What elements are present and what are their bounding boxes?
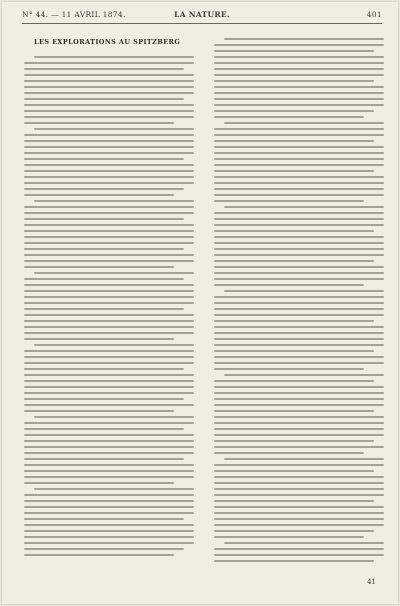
text-line xyxy=(214,548,384,550)
text-line xyxy=(214,434,384,436)
text-line xyxy=(214,296,384,298)
text-line xyxy=(224,206,384,208)
text-line xyxy=(24,368,184,370)
text-line xyxy=(214,56,384,58)
text-line xyxy=(24,332,194,334)
text-line xyxy=(214,278,384,280)
text-line xyxy=(24,404,194,406)
text-line xyxy=(214,68,384,70)
text-line xyxy=(214,128,384,130)
journal-page xyxy=(2,2,398,604)
text-line xyxy=(214,50,374,52)
left-column xyxy=(24,38,194,560)
text-line xyxy=(214,80,374,82)
text-line xyxy=(24,338,174,340)
text-line xyxy=(24,350,194,352)
text-line xyxy=(34,488,194,490)
text-line xyxy=(214,512,384,514)
text-line xyxy=(214,362,384,364)
text-line xyxy=(24,122,174,124)
text-line xyxy=(214,158,384,160)
text-line xyxy=(24,170,194,172)
text-line xyxy=(214,146,384,148)
text-line xyxy=(214,440,374,442)
text-line xyxy=(214,482,384,484)
text-line xyxy=(24,506,194,508)
text-line xyxy=(214,326,384,328)
text-line xyxy=(24,554,174,556)
text-line xyxy=(214,230,374,232)
text-line xyxy=(214,62,384,64)
text-line xyxy=(214,320,374,322)
text-line xyxy=(214,422,384,424)
text-line xyxy=(214,500,374,502)
text-line xyxy=(24,62,194,64)
text-line xyxy=(24,80,194,82)
text-line xyxy=(34,344,194,346)
text-line xyxy=(24,296,194,298)
text-line xyxy=(214,104,384,106)
text-line xyxy=(214,524,384,526)
text-line xyxy=(24,176,194,178)
text-line xyxy=(24,524,194,526)
text-line xyxy=(214,92,384,94)
text-line xyxy=(24,326,194,328)
header-rule xyxy=(22,23,382,24)
text-line xyxy=(24,248,184,250)
text-line xyxy=(214,44,384,46)
text-line xyxy=(24,542,194,544)
text-line xyxy=(24,392,194,394)
text-line xyxy=(24,434,194,436)
text-line xyxy=(214,554,384,556)
text-line xyxy=(24,320,194,322)
text-line xyxy=(214,182,384,184)
text-line xyxy=(214,194,384,196)
text-line xyxy=(214,470,374,472)
text-line xyxy=(214,212,384,214)
text-line xyxy=(224,122,384,124)
text-line xyxy=(24,278,184,280)
text-line xyxy=(214,86,384,88)
text-line xyxy=(214,302,384,304)
text-line xyxy=(24,494,194,496)
text-line xyxy=(24,314,194,316)
text-line xyxy=(214,314,384,316)
text-line xyxy=(24,158,184,160)
text-line xyxy=(24,386,194,388)
text-line xyxy=(214,332,384,334)
text-line xyxy=(214,272,384,274)
text-line xyxy=(214,380,374,382)
text-line xyxy=(24,500,194,502)
text-line xyxy=(24,518,184,520)
text-line xyxy=(214,116,364,118)
text-line xyxy=(214,140,374,142)
text-line xyxy=(214,338,384,340)
text-line xyxy=(214,248,384,250)
text-line xyxy=(24,230,194,232)
issue-date: N° 44. — 11 AVRIL 1874. xyxy=(22,10,126,19)
text-line xyxy=(24,440,194,442)
text-line xyxy=(214,506,384,508)
text-line xyxy=(214,266,384,268)
text-line xyxy=(214,452,364,454)
text-line xyxy=(24,452,194,454)
text-line xyxy=(224,374,384,376)
text-line xyxy=(24,146,194,148)
text-line xyxy=(224,290,384,292)
text-line xyxy=(24,476,194,478)
text-line xyxy=(214,368,364,370)
text-line xyxy=(214,98,384,100)
text-line xyxy=(24,362,194,364)
text-line xyxy=(214,410,374,412)
text-line xyxy=(214,386,384,388)
text-line xyxy=(24,458,184,460)
text-line xyxy=(214,416,384,418)
text-line xyxy=(214,356,384,358)
text-line xyxy=(24,104,194,106)
text-line xyxy=(214,518,384,520)
text-line xyxy=(24,116,194,118)
text-line xyxy=(24,410,174,412)
text-line xyxy=(214,134,384,136)
page-number: 401 xyxy=(366,10,382,19)
text-line xyxy=(24,110,194,112)
text-line xyxy=(214,488,384,490)
text-line xyxy=(24,206,194,208)
text-line xyxy=(24,86,194,88)
text-line xyxy=(214,398,384,400)
text-line xyxy=(24,224,194,226)
text-line xyxy=(34,128,194,130)
text-line xyxy=(24,134,194,136)
text-line xyxy=(24,74,194,76)
text-line xyxy=(24,194,174,196)
text-line xyxy=(24,98,184,100)
text-line xyxy=(24,182,194,184)
text-line xyxy=(214,74,384,76)
text-line xyxy=(24,260,194,262)
text-line xyxy=(214,110,374,112)
text-line xyxy=(24,290,194,292)
text-line xyxy=(214,188,384,190)
text-line xyxy=(24,446,194,448)
text-line xyxy=(214,494,384,496)
text-line xyxy=(214,242,384,244)
text-line xyxy=(214,164,384,166)
text-line xyxy=(214,176,384,178)
text-line xyxy=(214,350,374,352)
text-line xyxy=(34,272,194,274)
text-line xyxy=(24,164,194,166)
text-line xyxy=(214,464,384,466)
text-line xyxy=(214,536,364,538)
text-line xyxy=(24,374,194,376)
text-line xyxy=(34,56,194,58)
text-line xyxy=(24,254,194,256)
text-line xyxy=(24,188,184,190)
text-line xyxy=(214,446,384,448)
text-line xyxy=(24,308,184,310)
text-line xyxy=(24,530,194,532)
text-line xyxy=(24,92,194,94)
text-line xyxy=(214,260,374,262)
text-line xyxy=(24,356,194,358)
text-line xyxy=(34,200,194,202)
text-line xyxy=(24,152,194,154)
text-line xyxy=(214,476,384,478)
text-line xyxy=(24,470,194,472)
text-line xyxy=(214,392,384,394)
text-line xyxy=(214,236,384,238)
text-line xyxy=(24,68,184,70)
text-line xyxy=(214,218,384,220)
text-line xyxy=(24,236,194,238)
page-header xyxy=(22,10,382,22)
right-column-text xyxy=(214,38,384,562)
text-line xyxy=(214,560,374,562)
text-line xyxy=(214,224,384,226)
text-line xyxy=(24,284,194,286)
text-line xyxy=(24,482,174,484)
right-column xyxy=(214,38,384,566)
text-line xyxy=(24,512,194,514)
text-line xyxy=(24,302,194,304)
text-line xyxy=(214,254,384,256)
text-line xyxy=(24,398,184,400)
journal-name: LA NATURE. xyxy=(174,10,230,19)
text-line xyxy=(24,428,184,430)
signature-mark: 41 xyxy=(367,578,376,586)
text-line xyxy=(24,212,194,214)
text-line xyxy=(214,308,384,310)
text-line xyxy=(24,266,174,268)
text-line xyxy=(24,242,194,244)
article-title: LES EXPLORATIONS AU SPITZBERG xyxy=(34,38,181,46)
text-line xyxy=(214,152,384,154)
text-line xyxy=(34,416,194,418)
text-line xyxy=(24,548,184,550)
text-line xyxy=(24,422,194,424)
text-line xyxy=(224,542,384,544)
text-line xyxy=(214,428,384,430)
text-line xyxy=(24,464,194,466)
text-line xyxy=(24,536,194,538)
text-line xyxy=(224,38,384,40)
text-line xyxy=(24,380,194,382)
text-line xyxy=(214,170,374,172)
text-line xyxy=(214,344,384,346)
text-line xyxy=(24,140,194,142)
text-line xyxy=(214,284,364,286)
left-column-text xyxy=(24,56,194,556)
text-line xyxy=(24,218,184,220)
text-line xyxy=(214,530,374,532)
text-line xyxy=(214,404,384,406)
text-line xyxy=(224,458,384,460)
text-line xyxy=(214,200,364,202)
